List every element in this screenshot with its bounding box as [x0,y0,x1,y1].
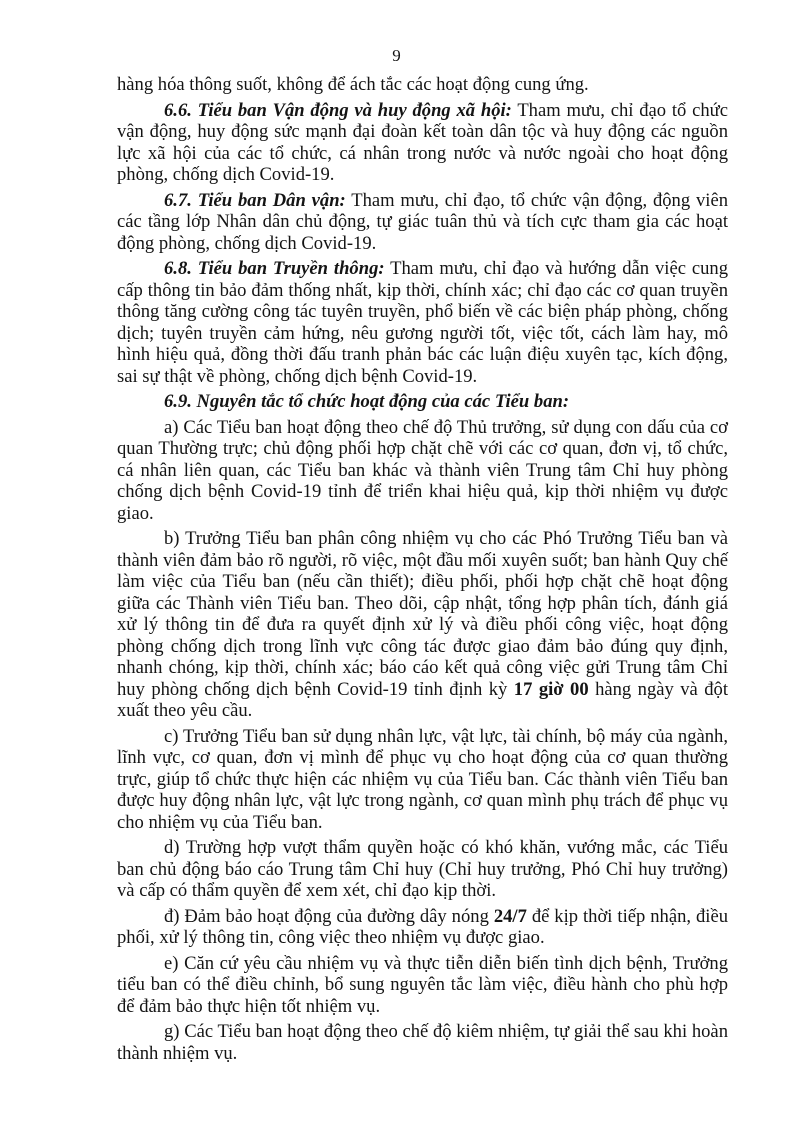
heading-6-8: 6.8. Tiểu ban Truyền thông: [164,258,385,279]
heading-6-7: 6.7. Tiểu ban Dân vận: [164,189,346,211]
paragraph-6-7 [117,190,728,255]
paragraph-6-6 [117,100,728,186]
text-6-6: Tham mưu, chỉ đạo tổ chức vận động, huy động sức mạnh đại đoàn kết toàn dân tộc và huy động các nguồn lực xã hội của các tổ chức, cá nhân trong nước và nước ngoài cho hoạt động phòng, chống dịch Covid-19. [117,99,728,185]
item-dd-text-1: đ) Đảm bảo hoạt động của đường dây nóng [164,905,494,927]
item-d: d) Trường hợp vượt thẩm quyền hoặc có khó khăn, vướng mắc, các Tiểu ban chủ động báo cáo Trung tâm Chỉ huy (Chỉ huy trưởng, Phó Chỉ huy trưởng) và cấp có thẩm quyền để xem xét, chỉ đạo kịp thời. [117,837,728,901]
item-e: e) Căn cứ yêu cầu nhiệm vụ và thực tiễn diễn biến tình dịch bệnh, Trưởng tiểu ban có thể điều chỉnh, bổ sung nguyên tắc làm việc, điều hành cho phù hợp để đảm bảo thực hiện tốt nhiệm vụ. [117,952,728,1017]
text-6-7: Tham mưu, chỉ đạo, tổ chức vận động, động viên các tầng lớp Nhân dân chủ động, tự giác tuân thủ và tích cực tham gia các hoạt động phòng, chống dịch Covid-19. [117,189,728,254]
page-number: 9 [392,46,401,65]
item-a: a) Các Tiểu ban hoạt động theo chế độ Thủ trưởng, sử dụng con dấu của cơ quan Thường trực; chủ động phối hợp chặt chẽ với các cơ quan, đơn vị, tổ chức, cá nhân liên quan, các Tiểu ban khác và thành viên Trung tâm Chỉ huy phòng chống dịch bệnh Covid-19 tỉnh để triển khai hiệu quả, kịp thời nhiệm vụ được giao. [117,416,728,524]
item-c: c) Trưởng Tiểu ban sử dụng nhân lực, vật lực, tài chính, bộ máy của ngành, lĩnh vực, cơ quan, đơn vị mình để phục vụ cho hoạt động của cơ quan thường trực, giúp tổ chức thực hiện các nhiệm vụ của Tiểu ban. Các thành viên Tiểu ban được huy động nhân lực, vật lực trong ngành, cơ quan mình phụ trách để phục vụ cho nhiệm vụ của Tiểu ban. [117,725,728,833]
item-b-text-1: b) Trưởng Tiểu ban phân công nhiệm vụ cho các Phó Trưởng Tiểu ban và thành viên đảm bảo rõ người, rõ việc, một đầu mối xuyên suốt; ban hành Quy chế làm việc của Tiểu ban (nếu cần thiết); điều phối, phối hợp chặt chẽ hoạt động giữa các Thành viên Tiểu ban. Theo dõi, cập nhật, tổng hợp phân tích, đánh giá xử lý thông tin để đưa ra quyết định xử lý và điều phối công việc, hoạt động phòng chống dịch trong lĩnh vực công tác được giao đảm bảo đúng quy định, nhanh chóng, kịp thời, chính xác; báo cáo kết quả công việc gửi Trung tâm Chỉ huy phòng chống dịch bệnh Covid-19 tỉnh định kỳ [117,528,728,700]
item-b-text-2: hàng ngày và đột xuất theo yêu cầu. [117,678,728,721]
paragraph-continuation: hàng hóa thông suốt, không để ách tắc các hoạt động cung ứng. [117,74,589,95]
text-6-8: Tham mưu, chỉ đạo và hướng dẫn việc cung cấp thông tin bảo đảm thống nhất, kịp thời, chính xác; chỉ đạo các cơ quan truyền thông tăng cường công tác tuyên truyền, phổ biến về các biện pháp phòng, chống dịch; tuyên truyền cảm hứng, nêu gương người tốt, việc tốt, cách làm hay, mô hình hiệu quả, đồng thời đấu tranh phản bác các luận điệu xuyên tạc, kích động, sai sự thật về phòng, chống dịch bệnh Covid-19. [117,258,728,387]
document-body [117,74,728,1068]
item-dd-hotline: 24/7 [493,905,527,927]
heading-6-9: 6.9. Nguyên tắc tổ chức hoạt động của các Tiểu ban: [164,391,570,412]
item-b [117,528,728,722]
paragraph-6-8 [117,258,728,387]
paragraph-6-9 [117,391,728,413]
item-dd [117,906,728,949]
item-b-time: 17 giờ 00 [513,678,589,700]
item-dd-text-2: để kịp thời tiếp nhận, điều phối, xử lý thông tin, công việc theo nhiệm vụ được giao. [117,905,728,948]
item-g: g) Các Tiểu ban hoạt động theo chế độ kiêm nhiệm, tự giải thể sau khi hoàn thành nhiệm vụ. [117,1021,728,1064]
heading-6-6: 6.6. Tiểu ban Vận động và huy động xã hội: [164,99,512,121]
